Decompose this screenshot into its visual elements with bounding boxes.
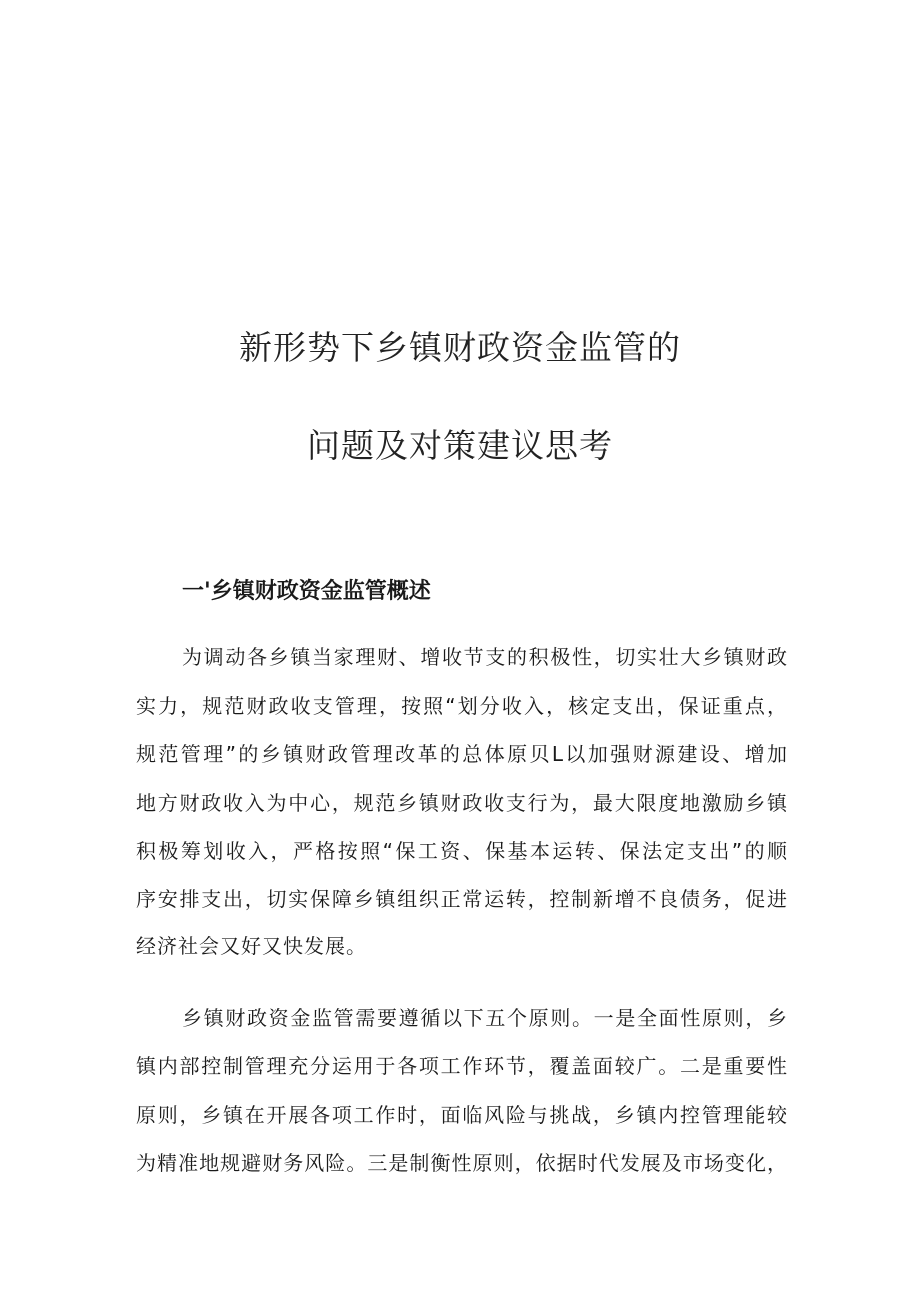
paragraph-1-line: 为调动各乡镇当家理财、增收节支的积极性，切实壮大乡镇财政 bbox=[182, 645, 788, 669]
paragraph-1-line: 序安排支出，切实保障乡镇组织正常运转，控制新增不良债务，促进 bbox=[136, 887, 788, 911]
paragraph-1-line: 积极筹划收入，严格按照“保工资、保基本运转、保法定支出”的顺 bbox=[136, 839, 788, 863]
paragraph-1-line: 地方财政收入为中心，规范乡镇财政收支行为，最大限度地激励乡镇 bbox=[136, 791, 788, 815]
paragraph-2-line: 镇内部控制管理充分运用于各项工作环节，覆盖面较广。二是重要性 bbox=[136, 1054, 788, 1078]
paragraph-2-line: 乡镇财政资金监管需要遵循以下五个原则。一是全面性原则，乡 bbox=[182, 1006, 788, 1030]
document-title-line-2: 问题及对策建议思考 bbox=[307, 426, 613, 465]
section-heading: 一'乡镇财政资金监管概述 bbox=[182, 579, 431, 604]
paragraph-1-line: 经济社会又好又快发展。 bbox=[136, 934, 367, 958]
paragraph-2-line: 为精准地规避财务风险。三是制衡性原则，依据时代发展及市场变化， bbox=[136, 1151, 788, 1175]
document-title-line-1: 新形势下乡镇财政资金监管的 bbox=[239, 328, 681, 367]
paragraph-1-line: 实力，规范财政收支管理，按照“划分收入，核定支出，保证重点， bbox=[136, 694, 788, 718]
paragraph-1-line: 规范管理”的乡镇财政管理改革的总体原贝L以加强财源建设、增加 bbox=[136, 742, 788, 766]
paragraph-2-line: 原则，乡镇在开展各项工作时，面临风险与挑战，乡镇内控管理能较 bbox=[136, 1103, 788, 1127]
